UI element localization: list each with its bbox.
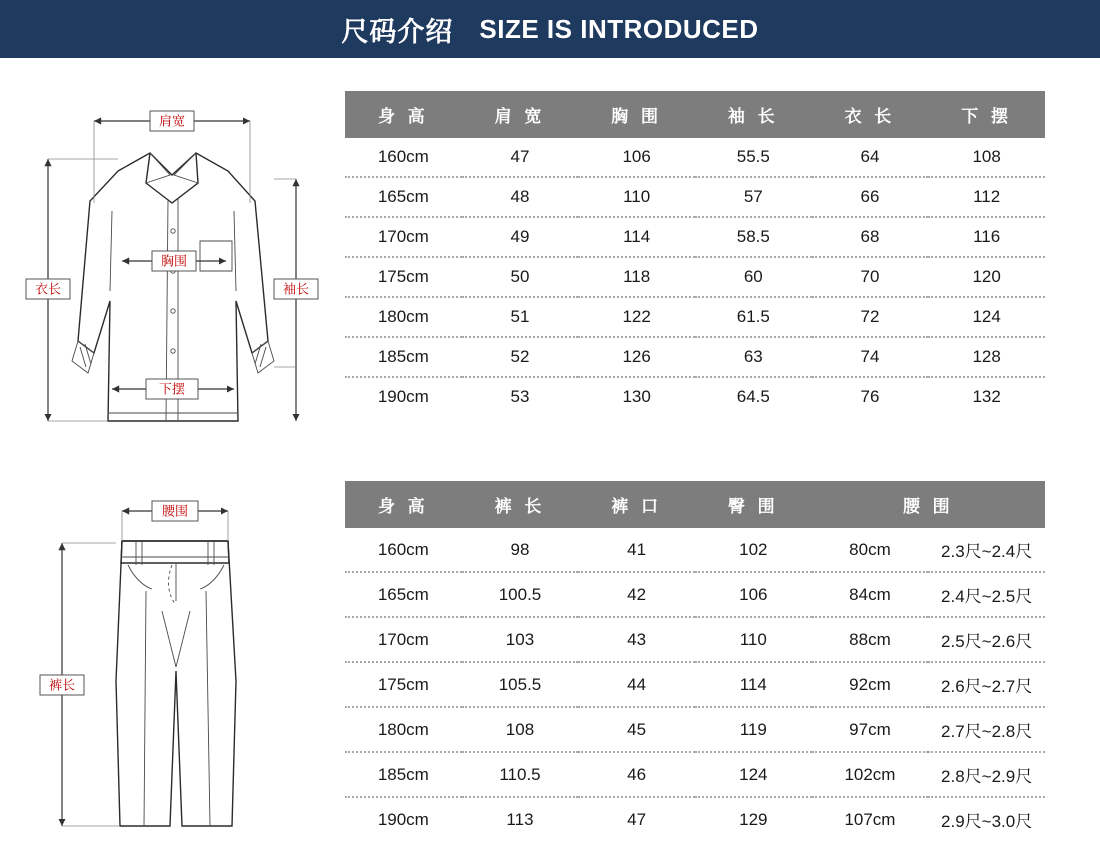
cell-waist-chi: 2.6尺~2.7尺 (928, 662, 1045, 707)
trousers-diagram (0, 481, 345, 840)
column-header: 臀 围 (695, 481, 812, 528)
cell-hip: 119 (695, 707, 812, 752)
cell-hip: 110 (695, 617, 812, 662)
jacket-label-sleeve: 袖长 (282, 281, 310, 297)
page-content (0, 61, 1100, 840)
trousers-figure (0, 481, 345, 845)
page-title-cn: 尺码介绍 (341, 16, 454, 47)
column-header: 身 高 (345, 481, 462, 528)
cell-sleeve: 58.5 (695, 217, 812, 257)
column-header: 胸 围 (578, 91, 695, 138)
table-row (345, 572, 1045, 617)
table-header-row (345, 91, 1045, 138)
cell-height: 185cm (345, 337, 462, 377)
cell-shoulder: 53 (510, 387, 530, 406)
cell-height: 185cm (345, 752, 462, 797)
table-row (345, 707, 1045, 752)
jacket-label-length: 衣长 (34, 281, 62, 297)
cell-waist-chi: 2.8尺~2.9尺 (928, 752, 1045, 797)
cell-chest: 126 (578, 337, 695, 377)
jacket-label-chest: 胸围 (160, 253, 188, 269)
cell-hem: 132 (972, 387, 1001, 406)
cell-height: 170cm (345, 217, 462, 257)
cell-chest: 122 (578, 297, 695, 337)
cell-hem: 120 (928, 257, 1045, 297)
trousers-label-waist: 腰围 (161, 503, 189, 519)
cell-waist-cm: 102cm (812, 752, 929, 797)
page-title-en: SIZE IS INTRODUCED (479, 13, 759, 44)
trousers-size-table (345, 481, 1045, 841)
table-header-row (345, 481, 1045, 528)
cell-chest: 130 (622, 387, 651, 406)
cell-cuff: 43 (578, 617, 695, 662)
cell-chest: 106 (578, 138, 695, 177)
cell-hem: 124 (928, 297, 1045, 337)
cell-waist-cm: 88cm (812, 617, 929, 662)
table-row (345, 377, 1045, 416)
cell-cuff: 41 (578, 528, 695, 572)
cell-trouser-length: 100.5 (462, 572, 579, 617)
table-row (345, 797, 1045, 841)
table-row (345, 297, 1045, 337)
table-row (345, 617, 1045, 662)
cell-waist-cm: 92cm (812, 662, 929, 707)
cell-shoulder: 50 (462, 257, 579, 297)
cell-cuff: 44 (578, 662, 695, 707)
column-header: 袖 长 (695, 91, 812, 138)
column-header: 衣 长 (812, 91, 929, 138)
cell-cuff: 47 (627, 809, 647, 829)
trousers-section (0, 481, 1060, 845)
cell-waist-chi: 2.4尺~2.5尺 (928, 572, 1045, 617)
cell-length: 72 (812, 297, 929, 337)
cell-cuff: 46 (578, 752, 695, 797)
cell-cuff: 42 (578, 572, 695, 617)
cell-hip: 114 (695, 662, 812, 707)
cell-height: 175cm (345, 662, 462, 707)
cell-waist-cm: 97cm (812, 707, 929, 752)
trousers-label-length: 裤长 (48, 677, 76, 693)
table-row (345, 752, 1045, 797)
cell-hip: 129 (739, 809, 768, 829)
cell-waist-cm: 80cm (812, 528, 929, 572)
cell-waist-chi: 2.9尺~3.0尺 (941, 812, 1033, 831)
cell-height: 190cm (377, 809, 429, 829)
cell-length: 68 (812, 217, 929, 257)
cell-sleeve: 55.5 (695, 138, 812, 177)
cell-waist-chi: 2.3尺~2.4尺 (928, 528, 1045, 572)
cell-shoulder: 51 (462, 297, 579, 337)
table-row (345, 337, 1045, 377)
jacket-table-wrap (345, 91, 1060, 416)
cell-sleeve: 57 (695, 177, 812, 217)
cell-shoulder: 48 (462, 177, 579, 217)
jacket-section (0, 91, 1060, 456)
cell-height: 160cm (345, 528, 462, 572)
cell-length: 66 (812, 177, 929, 217)
jacket-size-table (345, 91, 1045, 416)
cell-shoulder: 52 (462, 337, 579, 377)
table-row (345, 662, 1045, 707)
table-row (345, 138, 1045, 177)
cell-length: 70 (812, 257, 929, 297)
trousers-table-wrap (345, 481, 1060, 841)
cell-trouser-length: 113 (506, 809, 534, 829)
cell-sleeve: 63 (695, 337, 812, 377)
cell-chest: 118 (578, 257, 695, 297)
cell-hem: 112 (928, 177, 1045, 217)
cell-hem: 128 (928, 337, 1045, 377)
cell-waist-cm: 84cm (812, 572, 929, 617)
cell-hip: 102 (695, 528, 812, 572)
cell-waist-cm: 107cm (844, 809, 896, 829)
column-header: 肩 宽 (462, 91, 579, 138)
cell-trouser-length: 103 (462, 617, 579, 662)
column-header: 裤 长 (462, 481, 579, 528)
table-row (345, 528, 1045, 572)
cell-trouser-length: 110.5 (462, 752, 579, 797)
jacket-diagram (0, 91, 345, 451)
cell-hem: 116 (928, 217, 1045, 257)
cell-length: 76 (860, 387, 880, 406)
column-header: 身 高 (345, 91, 462, 138)
cell-trouser-length: 105.5 (462, 662, 579, 707)
cell-waist-chi: 2.5尺~2.6尺 (928, 617, 1045, 662)
cell-sleeve: 64.5 (736, 387, 770, 406)
cell-height: 170cm (345, 617, 462, 662)
jacket-label-shoulder: 肩宽 (158, 113, 186, 129)
jacket-label-hem: 下摆 (158, 381, 186, 397)
cell-hip: 106 (695, 572, 812, 617)
cell-cuff: 45 (578, 707, 695, 752)
cell-length: 64 (812, 138, 929, 177)
cell-height: 180cm (345, 297, 462, 337)
cell-hem: 108 (928, 138, 1045, 177)
column-header: 下 摆 (928, 91, 1045, 138)
cell-trouser-length: 98 (462, 528, 579, 572)
column-header: 腰 围 (812, 481, 1045, 528)
page-header (0, 0, 1100, 61)
cell-height: 190cm (377, 387, 429, 406)
column-header: 裤 口 (578, 481, 695, 528)
table-row (345, 217, 1045, 257)
cell-sleeve: 61.5 (695, 297, 812, 337)
cell-height: 175cm (345, 257, 462, 297)
cell-trouser-length: 108 (462, 707, 579, 752)
cell-height: 165cm (345, 572, 462, 617)
cell-sleeve: 60 (695, 257, 812, 297)
cell-shoulder: 49 (462, 217, 579, 257)
jacket-figure (0, 91, 345, 456)
cell-height: 165cm (345, 177, 462, 217)
cell-chest: 114 (578, 217, 695, 257)
cell-height: 180cm (345, 707, 462, 752)
cell-chest: 110 (578, 177, 695, 217)
cell-length: 74 (812, 337, 929, 377)
cell-hip: 124 (695, 752, 812, 797)
table-row (345, 177, 1045, 217)
cell-waist-chi: 2.7尺~2.8尺 (928, 707, 1045, 752)
table-row (345, 257, 1045, 297)
cell-shoulder: 47 (462, 138, 579, 177)
cell-height: 160cm (345, 138, 462, 177)
